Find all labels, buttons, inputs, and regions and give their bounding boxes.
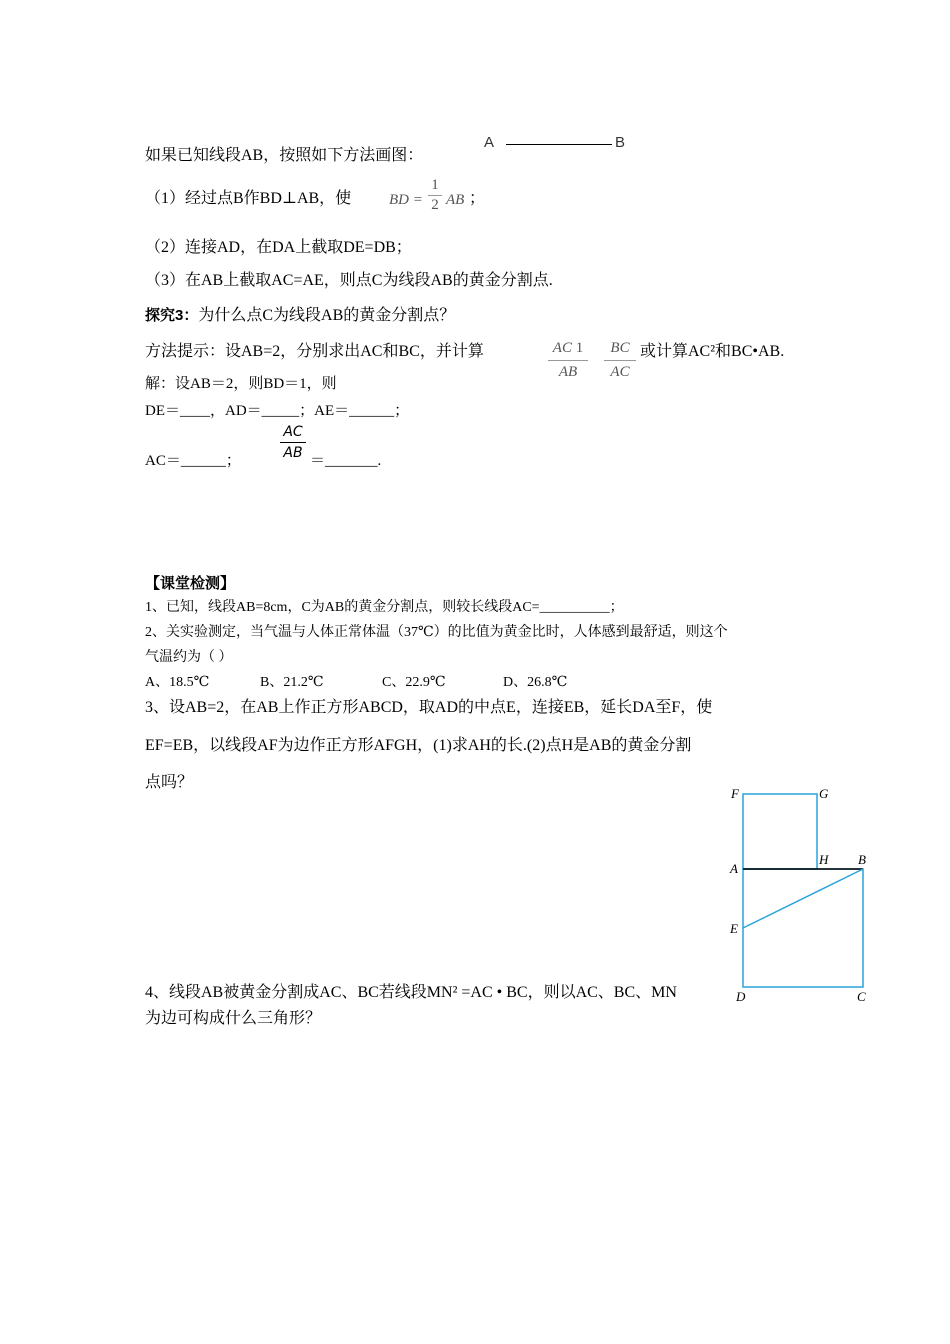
step-1 [145,189,351,208]
explore-label: 探究3： [145,307,199,324]
option-a: A、18.5℃ [145,675,210,690]
segment-line [506,144,612,145]
step-1-end: ； [469,190,486,207]
fraction-numerator: AC [552,340,572,356]
option-b: B、21.2℃ [260,675,324,690]
question-1: 1、已知，线段AB=8cm，C为AB的黄金分割点，则较长线段AC=__________； [145,600,624,615]
question-2-line-1: 2、关实验测定，当气温与人体正常体温（37℃）的比值为黄金比时，人体感到最舒适，则这个 [145,625,728,640]
question-3-line-2: EF=EB，以线段AF为边作正方形AFGH，(1)求AH的长.(2)点H是AB的黄金分割 [145,737,692,754]
solution-answer: ＝_______. [310,453,382,469]
label-d: D [736,989,746,1004]
hint-text: 方法提示：设AB=2，分别求出AC和BC，并计算 [145,343,484,360]
golden-section-figure [725,783,885,1013]
label-g: G [819,786,829,801]
explore-question-text: 为什么点C为线段AB的黄金分割点？ [198,307,456,324]
option-d: D、26.8℃ [503,675,568,690]
fraction-numerator: 1 [431,177,439,193]
question-4-line-1: 4、线段AB被黄金分割成AC、BC若线段MN² =AC • BC，则以AC、BC、MN [145,984,677,1001]
square-abcd [743,869,863,987]
square-afgh [743,794,817,869]
solution-line-1: 解：设AB＝2，则BD＝1，则 [145,376,337,392]
explore-question [145,306,455,325]
fraction-denominator: AB [283,445,303,461]
segment-eb [743,869,863,928]
solution-fraction [280,424,306,461]
solution-line-2: DE＝____，AD＝_____；AE＝______； [145,403,410,419]
step-1-math-rhs: AB [446,192,465,208]
segment-label-a: A [484,134,495,151]
fraction-numerator: BC [610,340,630,356]
fraction-numerator: AC [283,424,303,440]
fraction-denominator: AB [558,364,578,380]
question-2-line-2: 气温约为（ ） [145,650,233,665]
label-b: B [858,852,866,867]
label-f: F [731,786,739,801]
section-heading: 【课堂检测】 [145,575,236,592]
step-1-text: （1）经过点B作BD⊥AB，使 [145,190,352,207]
step-2: （2）连接AD，在DA上截取DE=DB； [145,239,412,256]
step-1-fraction [428,177,442,214]
label-e: E [730,921,738,936]
label-c: C [857,989,866,1004]
step-3: （3）在AB上截取AC=AE，则点C为线段AB的黄金分割点. [145,272,553,289]
hint-alt: 或计算AC²和BC•AB. [640,343,785,360]
option-c: C、22.9℃ [382,675,446,690]
segment-ab [484,134,644,154]
fraction-denominator: AC [610,364,630,380]
label-a: A [730,861,738,876]
hint-fraction-ac-ab [548,340,588,381]
question-3-line-1: 3、设AB=2，在AB上作正方形ABCD，取AD的中点E，连接EB，延长DA至F，使 [145,699,713,716]
step-1-math-lhs: BD = [389,192,423,208]
segment-label-b: B [615,134,626,151]
question-3-line-3: 点吗？ [145,774,194,791]
question-4-line-2: 为边可构成什么三角形？ [145,1010,322,1027]
fraction-denominator: 2 [431,197,439,213]
intro-text: 如果已知线段AB，按照如下方法画图： [145,147,424,164]
solution-line-3: AC＝______； [145,453,241,469]
label-h: H [819,852,829,867]
fraction-extra: 1 [575,340,584,356]
hint-fraction-bc-ac [604,340,636,381]
